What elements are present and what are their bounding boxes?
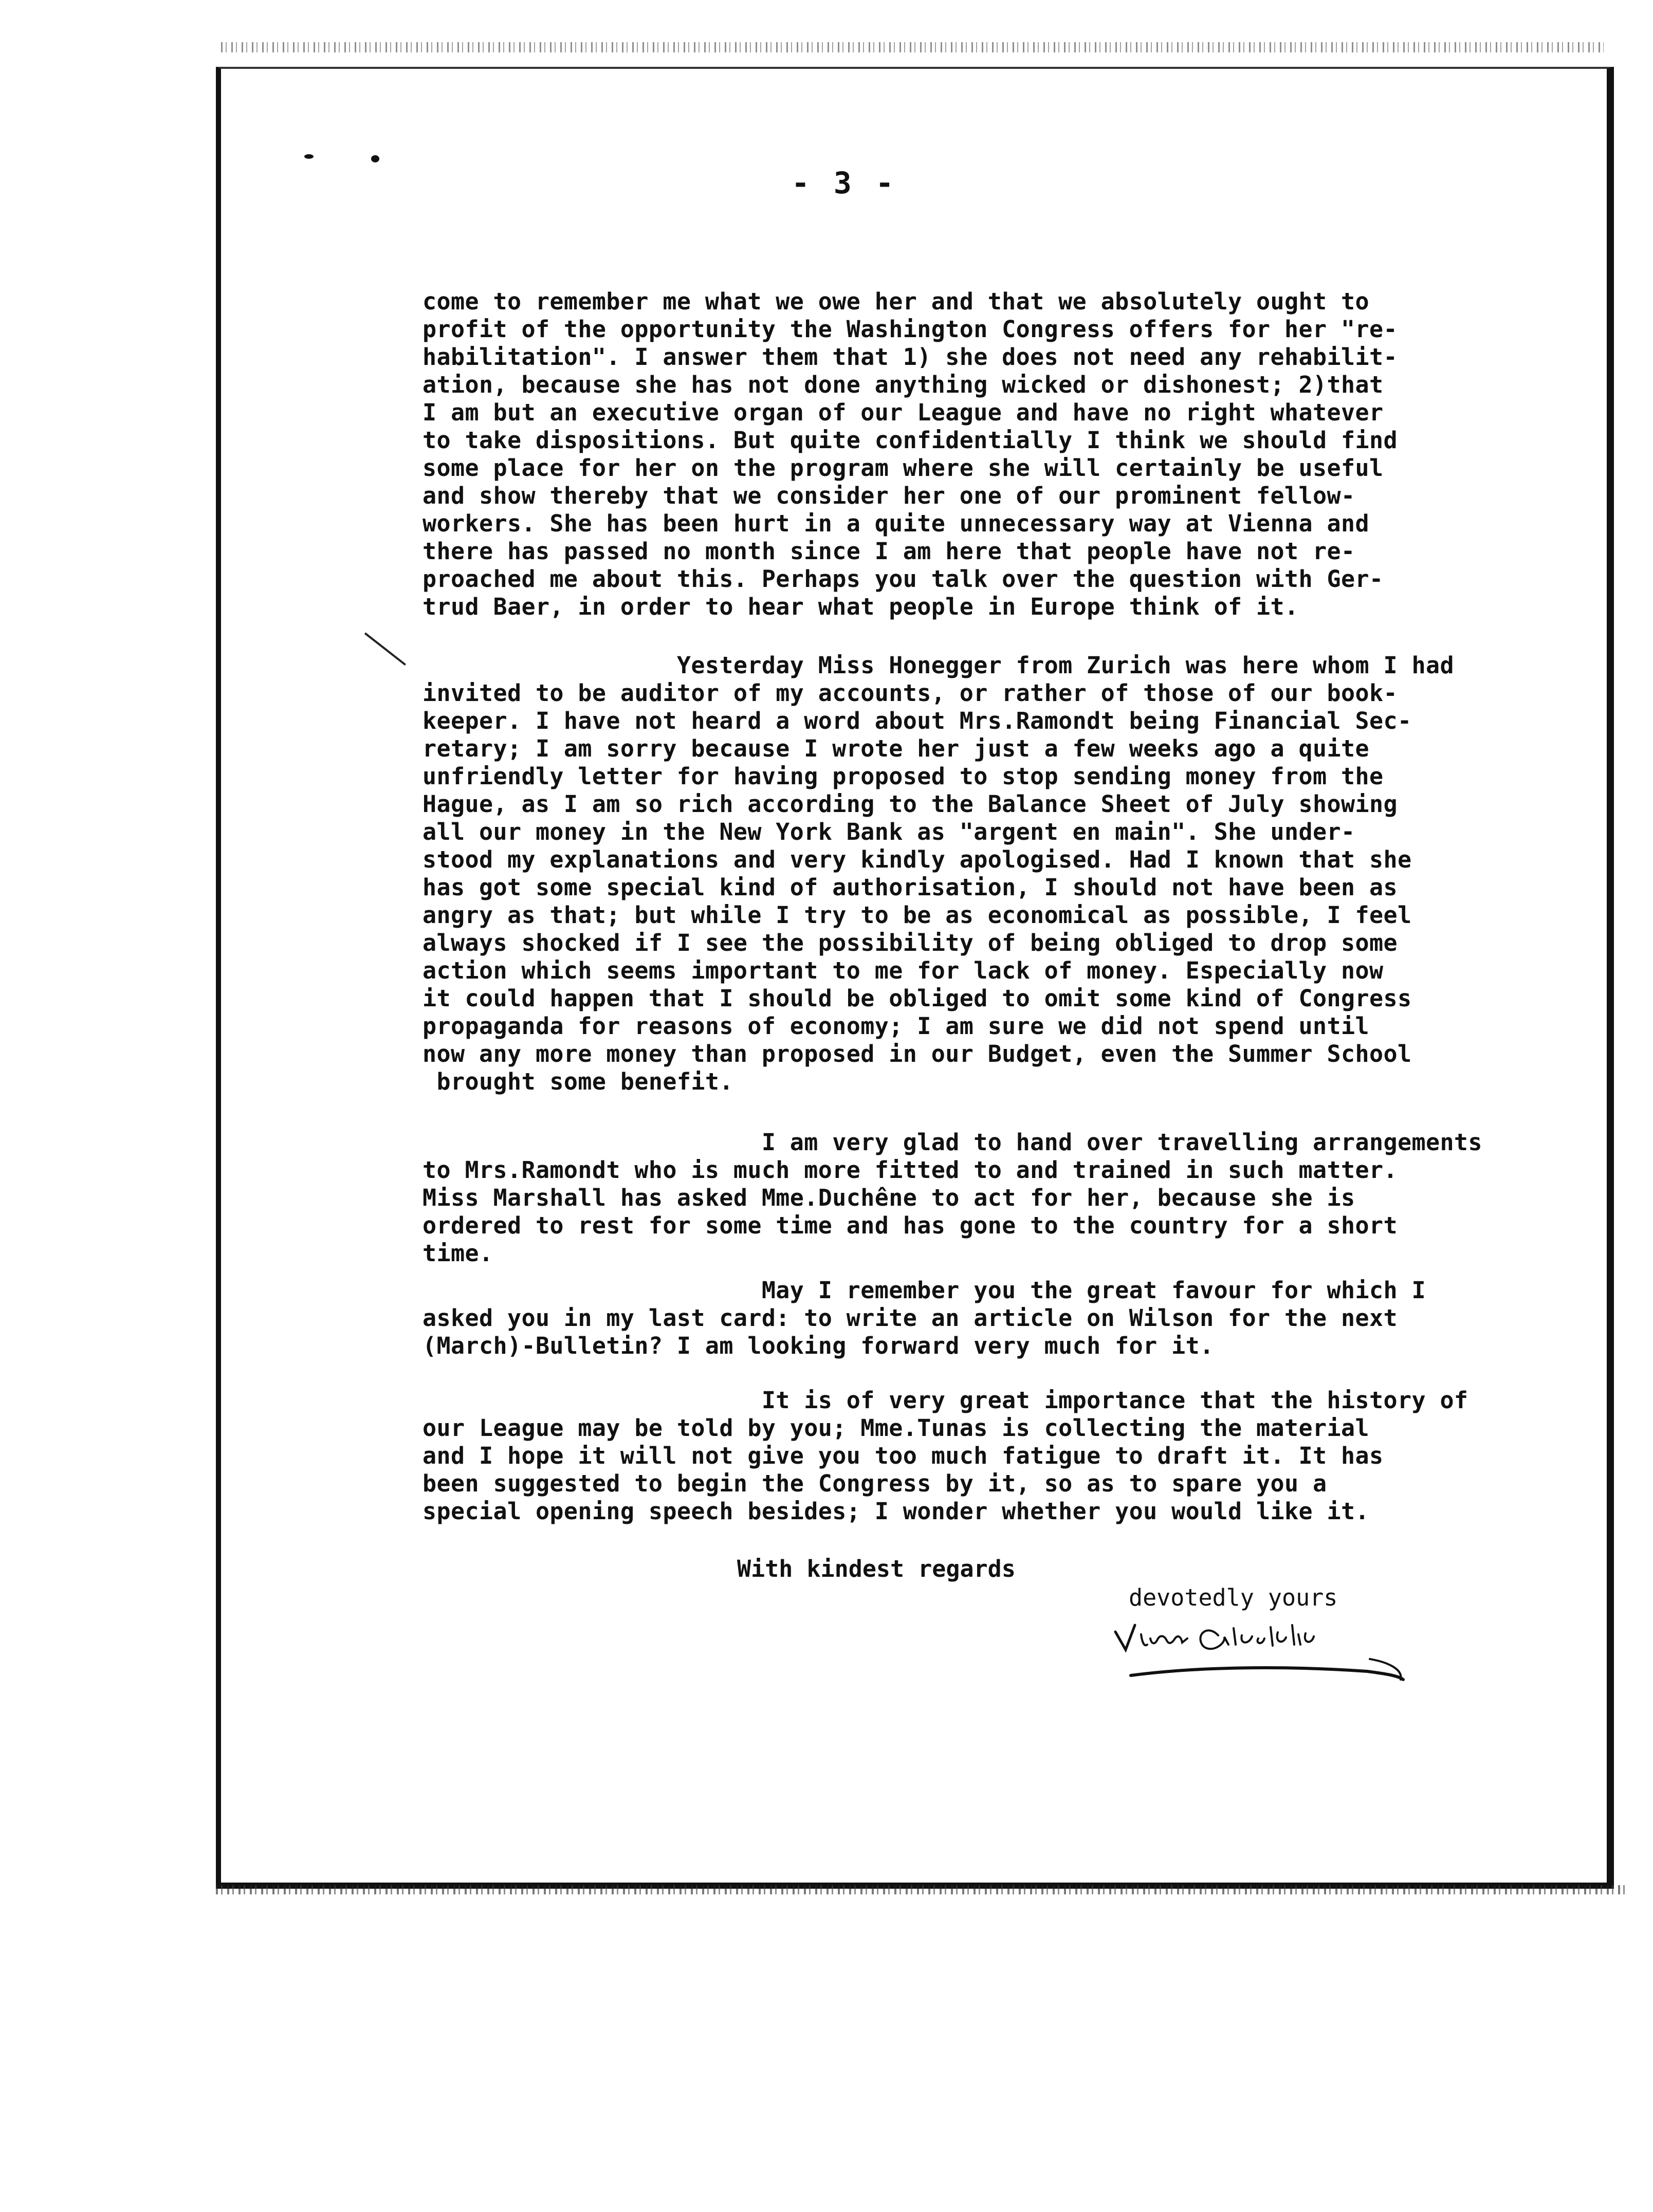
text-line: our League may be told by you; Mme.Tunas is collecting the material [423,1414,1369,1442]
text-line: there has passed no month since I am here that people have not re- [423,538,1355,565]
text-line: Miss Marshall has asked Mme.Duchêne to act for her, because she is [423,1184,1355,1211]
text-line: time. [423,1240,493,1267]
text-line: always shocked if I see the possibility of being obliged to drop some [423,929,1398,956]
text-line: profit of the opportunity the Washington Congress offers for her "re- [423,316,1398,343]
text-line: special opening speech besides; I wonder whether you would like it. [423,1498,1369,1525]
text-line: has got some special kind of authorisation, I should not have been as [423,874,1398,901]
text-line: asked you in my last card: to write an article on Wilson for the next [423,1304,1398,1332]
text-line: it could happen that I should be obliged to omit some kind of Congress [423,985,1412,1012]
letter-paragraph [423,1277,1574,1360]
letter-paragraph [423,652,1574,1096]
text-line: and I hope it will not give you too much fatigue to draft it. It has [423,1442,1384,1469]
letter-paragraph [423,288,1574,621]
text-line: habilitation". I answer them that 1) she does not need any rehabilit- [423,343,1398,371]
text-line: unfriendly letter for having proposed to stop sending money from the [423,763,1384,790]
scan-edge-top [221,42,1604,52]
text-line: invited to be auditor of my accounts, or rather of those of our book- [423,679,1398,707]
text-line: workers. She has been hurt in a quite unnecessary way at Vienna and [423,510,1369,537]
letter-paragraph [423,1129,1574,1267]
text-line: I am very glad to hand over travelling arrangements [423,1129,1482,1156]
letter-paragraph [423,1387,1574,1525]
text-line: angry as that; but while I try to be as economical as possible, I feel [423,901,1412,929]
text-line: come to remember me what we owe her and that we absolutely ought to [423,288,1369,315]
ink-speck [304,154,314,159]
page-number: - 3 - [792,165,897,200]
text-line: Yesterday Miss Honegger from Zurich was here whom I had [423,652,1454,679]
text-line: and show thereby that we consider her one of our prominent fellow- [423,482,1355,509]
text-line: been suggested to begin the Congress by it, so as to spare you a [423,1470,1327,1497]
text-line: all our money in the New York Bank as "argent en main". She under- [423,818,1355,845]
text-line: some place for her on the program where she will certainly be useful [423,454,1384,482]
closing-salutation: With kindest regards [737,1555,1016,1582]
text-line: propaganda for reasons of economy; I am sure we did not spend until [423,1012,1369,1040]
text-line: keeper. I have not heard a word about Mrs.Ramondt being Financial Sec- [423,707,1412,734]
text-line: Hague, as I am so rich according to the Balance Sheet of July showing [423,790,1398,818]
text-line: (March)-Bulletin? I am looking forward very much for it. [423,1332,1214,1359]
text-line: I am but an executive organ of our League and have no right whatever [423,399,1384,426]
text-line: to take dispositions. But quite confidentially I think we should find [423,427,1398,454]
scan-edge-bottom [216,1885,1629,1894]
text-line: action which seems important to me for lack of money. Especially now [423,957,1384,984]
text-line: May I remember you the great favour for which I [423,1277,1426,1304]
handwritten-signature [1110,1614,1419,1691]
text-line: ordered to rest for some time and has gone to the country for a short [423,1212,1398,1239]
text-line: proached me about this. Perhaps you talk over the question with Ger- [423,565,1384,593]
text-line: now any more money than proposed in our Budget, even the Summer School [423,1040,1412,1067]
text-line: stood my explanations and very kindly apologised. Had I known that she [423,846,1412,873]
sign-off: devotedly yours [1129,1584,1338,1611]
text-line: to Mrs.Ramondt who is much more fitted to and trained in such matter. [423,1156,1398,1184]
text-line: It is of very great importance that the history of [423,1387,1468,1414]
text-line: retary; I am sorry because I wrote her just a few weeks ago a quite [423,735,1369,762]
text-line: brought some benefit. [423,1068,733,1095]
ink-speck [371,155,379,162]
text-line: ation, because she has not done anything wicked or dishonest; 2)that [423,371,1384,398]
text-line: trud Baer, in order to hear what people in Europe think of it. [423,593,1299,620]
